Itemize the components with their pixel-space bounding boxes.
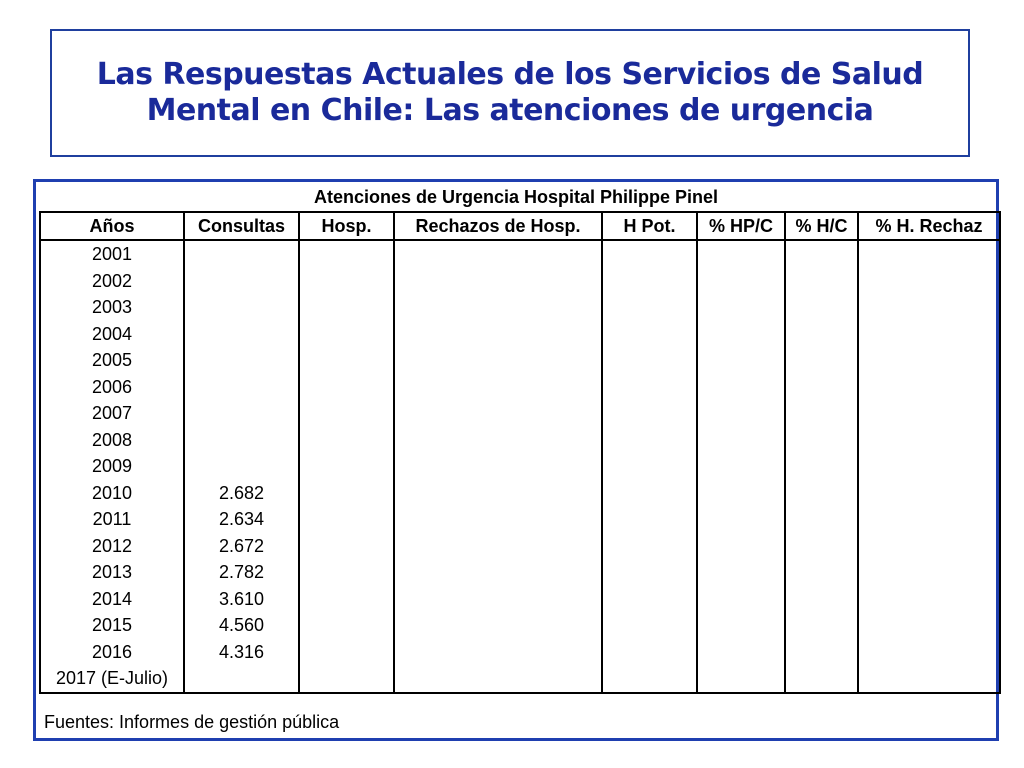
table-cell — [858, 559, 1000, 586]
table-cell: 2012 — [40, 533, 184, 560]
table-cell: 2007 — [40, 400, 184, 427]
table-cell — [394, 506, 602, 533]
data-table — [39, 211, 1001, 694]
table-cell — [697, 321, 785, 348]
table-cell — [785, 506, 858, 533]
table-cell — [394, 347, 602, 374]
table-cell — [785, 586, 858, 613]
table-cell — [602, 294, 697, 321]
table-row — [40, 427, 1000, 454]
table-cell — [394, 294, 602, 321]
table-row — [40, 347, 1000, 374]
table-cell — [785, 294, 858, 321]
table-cell — [697, 374, 785, 401]
table-header-row — [40, 212, 1000, 240]
table-cell: 2.672 — [184, 533, 299, 560]
table-row — [40, 559, 1000, 586]
table-cell — [299, 347, 394, 374]
table-cell — [785, 639, 858, 666]
table-cell — [299, 294, 394, 321]
table-cell — [602, 453, 697, 480]
table-cell: 2005 — [40, 347, 184, 374]
table-row — [40, 586, 1000, 613]
column-header: % HP/C — [697, 212, 785, 240]
column-header: Consultas — [184, 212, 299, 240]
table-row — [40, 374, 1000, 401]
table-cell: 4.316 — [184, 639, 299, 666]
table-cell — [394, 427, 602, 454]
table-cell: 2.782 — [184, 559, 299, 586]
table-cell — [697, 427, 785, 454]
table-cell — [299, 612, 394, 639]
table-cell — [858, 612, 1000, 639]
table-cell — [697, 453, 785, 480]
source-note: Fuentes: Informes de gestión pública — [44, 712, 340, 732]
table-row — [40, 665, 1000, 693]
table-cell — [394, 586, 602, 613]
table-cell — [184, 427, 299, 454]
table-cell — [394, 240, 602, 268]
table-cell — [299, 453, 394, 480]
table-cell — [394, 453, 602, 480]
title-box — [50, 29, 970, 157]
slide-title-line-1: Las Respuestas Actuales de los Servicios de Salud — [96, 57, 924, 92]
table-cell — [184, 374, 299, 401]
table-cell — [785, 400, 858, 427]
column-header: Rechazos de Hosp. — [394, 212, 602, 240]
table-row — [40, 480, 1000, 507]
table-cell — [184, 294, 299, 321]
table-cell — [299, 506, 394, 533]
table-cell — [697, 639, 785, 666]
table-frame — [33, 179, 999, 741]
table-cell — [299, 321, 394, 348]
column-header: Años — [40, 212, 184, 240]
table-cell — [785, 665, 858, 693]
table-row — [40, 268, 1000, 295]
table-cell — [602, 347, 697, 374]
table-cell: 4.560 — [184, 612, 299, 639]
table-cell — [299, 533, 394, 560]
table-cell: 2010 — [40, 480, 184, 507]
table-cell — [299, 268, 394, 295]
table-cell — [858, 268, 1000, 295]
table-cell — [785, 427, 858, 454]
table-cell — [299, 586, 394, 613]
column-header: H Pot. — [602, 212, 697, 240]
table-cell: 2015 — [40, 612, 184, 639]
table-cell: 2003 — [40, 294, 184, 321]
table-cell — [858, 453, 1000, 480]
table-cell — [184, 268, 299, 295]
table-row — [40, 240, 1000, 268]
table-cell — [602, 374, 697, 401]
slide-title-line-2: Mental en Chile: Las atenciones de urgencia — [146, 93, 874, 128]
table-cell — [602, 321, 697, 348]
table-cell — [697, 240, 785, 268]
table-cell — [785, 374, 858, 401]
table-cell — [858, 639, 1000, 666]
table-cell — [785, 240, 858, 268]
table-cell — [858, 427, 1000, 454]
table-cell — [394, 612, 602, 639]
table-cell: 2013 — [40, 559, 184, 586]
table-row — [40, 639, 1000, 666]
table-cell — [858, 533, 1000, 560]
table-cell — [697, 268, 785, 295]
table-cell — [785, 612, 858, 639]
table-cell — [299, 559, 394, 586]
table-cell — [602, 639, 697, 666]
table-cell — [394, 665, 602, 693]
table-cell — [785, 480, 858, 507]
column-header: Hosp. — [299, 212, 394, 240]
table-cell — [858, 294, 1000, 321]
table-cell — [602, 427, 697, 454]
table-cell — [299, 665, 394, 693]
table-cell — [785, 347, 858, 374]
table-cell — [785, 321, 858, 348]
table-cell — [858, 480, 1000, 507]
column-header: % H. Rechaz — [858, 212, 1000, 240]
table-row — [40, 453, 1000, 480]
table-cell — [697, 294, 785, 321]
table-cell — [602, 559, 697, 586]
table-cell — [602, 506, 697, 533]
table-row — [40, 321, 1000, 348]
table-cell — [858, 586, 1000, 613]
table-cell — [184, 665, 299, 693]
table-cell — [858, 240, 1000, 268]
table-cell — [299, 427, 394, 454]
table-cell: 2017 (E-Julio) — [40, 665, 184, 693]
table-cell — [697, 506, 785, 533]
table-cell — [184, 240, 299, 268]
table-cell — [858, 321, 1000, 348]
table-cell — [602, 268, 697, 295]
table-cell — [299, 639, 394, 666]
table-cell — [394, 321, 602, 348]
table-row — [40, 400, 1000, 427]
table-cell: 2002 — [40, 268, 184, 295]
table-cell — [697, 612, 785, 639]
table-cell — [602, 400, 697, 427]
table-cell — [394, 559, 602, 586]
table-cell — [602, 240, 697, 268]
table-cell — [697, 400, 785, 427]
table-cell — [858, 374, 1000, 401]
table-cell — [299, 374, 394, 401]
table-caption: Atenciones de Urgencia Hospital Philippe Pinel — [313, 187, 719, 207]
table-cell — [394, 268, 602, 295]
table-row — [40, 612, 1000, 639]
table-cell — [394, 400, 602, 427]
table-cell: 2.682 — [184, 480, 299, 507]
table-cell: 2014 — [40, 586, 184, 613]
table-cell — [184, 400, 299, 427]
column-header: % H/C — [785, 212, 858, 240]
table-cell — [394, 533, 602, 560]
table-cell — [697, 559, 785, 586]
table-cell — [299, 400, 394, 427]
table-cell — [602, 612, 697, 639]
table-row — [40, 533, 1000, 560]
table-cell — [697, 347, 785, 374]
table-cell — [858, 400, 1000, 427]
table-cell — [785, 453, 858, 480]
table-cell — [785, 533, 858, 560]
table-cell — [184, 347, 299, 374]
table-cell — [602, 480, 697, 507]
table-cell — [858, 347, 1000, 374]
table-cell — [697, 665, 785, 693]
table-cell: 2001 — [40, 240, 184, 268]
table-cell — [299, 240, 394, 268]
table-cell — [697, 533, 785, 560]
table-row — [40, 294, 1000, 321]
table-cell — [858, 665, 1000, 693]
table-cell — [602, 586, 697, 613]
table-cell — [697, 480, 785, 507]
table-cell — [299, 480, 394, 507]
table-cell — [602, 533, 697, 560]
table-cell — [602, 665, 697, 693]
table-cell — [184, 453, 299, 480]
table-cell — [394, 374, 602, 401]
table-cell — [697, 586, 785, 613]
table-cell: 2008 — [40, 427, 184, 454]
table-row — [40, 506, 1000, 533]
table-body — [40, 240, 1000, 693]
table-cell: 2004 — [40, 321, 184, 348]
table-cell — [184, 321, 299, 348]
table-cell: 2009 — [40, 453, 184, 480]
table-cell: 2006 — [40, 374, 184, 401]
table-cell: 2.634 — [184, 506, 299, 533]
table-cell: 2016 — [40, 639, 184, 666]
table-cell — [394, 639, 602, 666]
table-cell: 2011 — [40, 506, 184, 533]
table-cell — [394, 480, 602, 507]
table-cell: 3.610 — [184, 586, 299, 613]
table-cell — [785, 268, 858, 295]
table-cell — [785, 559, 858, 586]
table-cell — [858, 506, 1000, 533]
